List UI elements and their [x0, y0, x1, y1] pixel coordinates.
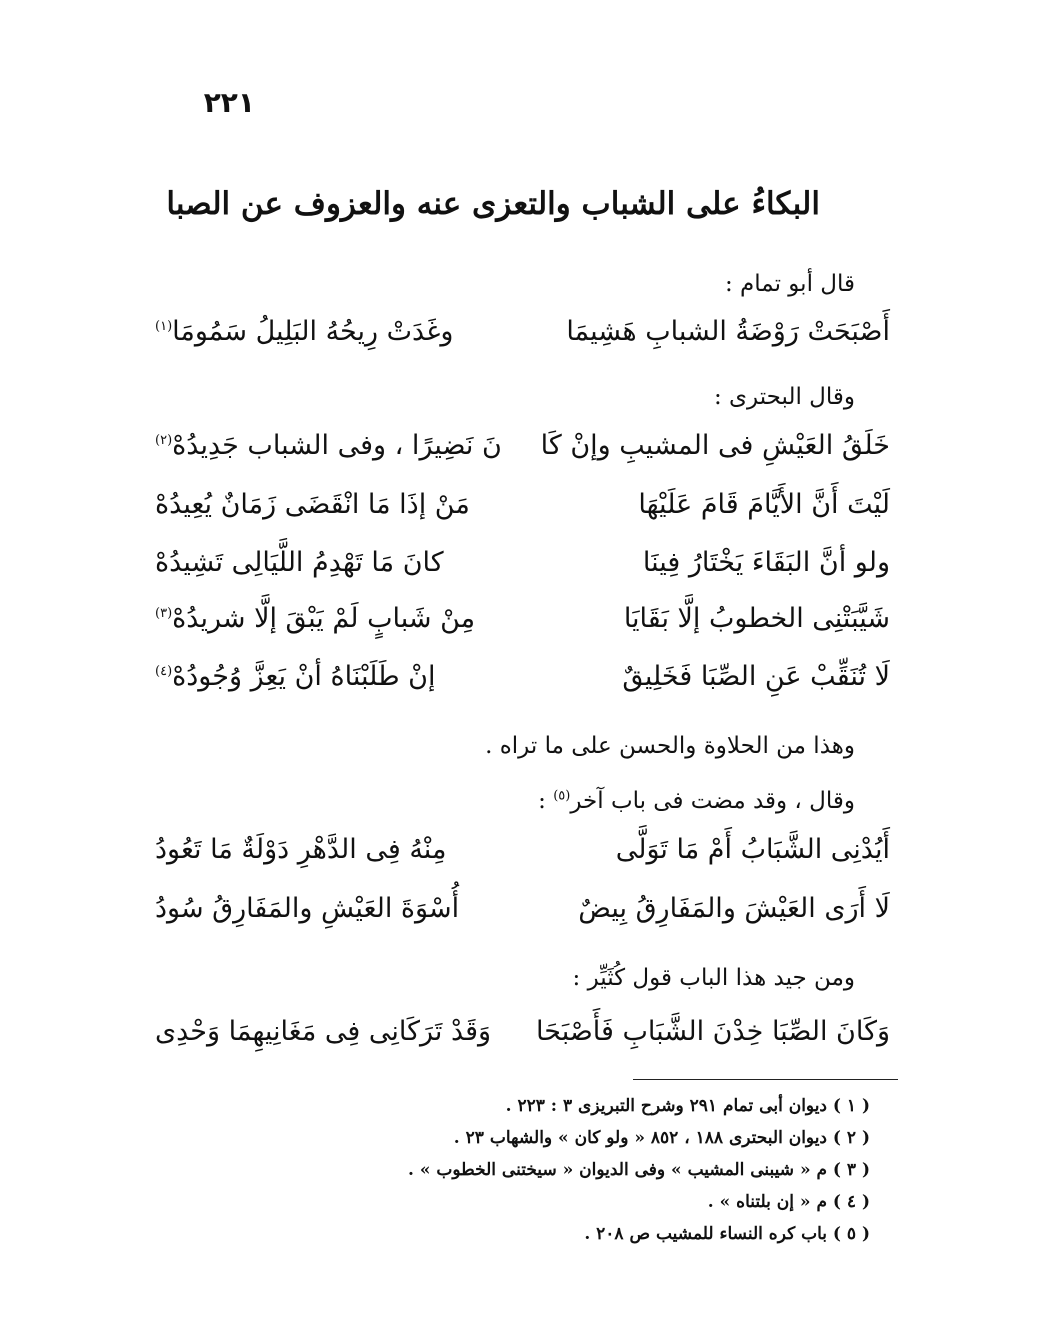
verse-line [155, 430, 890, 474]
verse-line [155, 834, 890, 878]
section-intro [538, 788, 855, 814]
footnote-marker: (٣) [155, 606, 173, 621]
footnote-marker: (٤) [155, 664, 173, 679]
footnote: ( ٤ ) م « إن بلتناه » . [707, 1192, 870, 1212]
footnote: ( ١ ) ديوان أبى تمام ٢٩١ وشرح التبريزى ٣ : ٢٢٣ . [505, 1096, 870, 1116]
verse-first-hemistich: شَيَّبَتْنِى الخطوبُ إلَّا بَقَايَا [623, 603, 890, 634]
footnote: ( ٣ ) م « شيبنى المشيب » وفى الديوان « سيختنى الخطوب » . [408, 1160, 870, 1180]
verse-second-hemistich [155, 603, 475, 634]
verse-line [155, 661, 890, 705]
verse-first-hemistich: لَيْتَ أَنَّ الأَيَّامَ قَامَ عَلَيْهَا [638, 489, 890, 520]
verse-second-hemistich: كانَ مَا تَهْدِمُ اللَّيَالِى تَشِيدُهْ [155, 547, 444, 578]
verse-second-hemistich [155, 316, 453, 347]
commentary-text: وهذا من الحلاوة والحسن على ما تراه . [485, 733, 855, 759]
verse-second-hemistich: مَنْ إذَا مَا انْقَضَى زَمَانٌ يُعِيدُهْ [155, 489, 470, 520]
footnote-marker: (٢) [155, 433, 173, 448]
verse-second-text: مِنْ شَبابٍ لَمْ يَبْقَ إلَّا شريدُهْ [172, 603, 476, 634]
section-intro-text: وقال ، وقد مضت فى باب آخر [570, 788, 855, 814]
verse-first-hemistich: ولو أنَّ البَقَاءَ يَخْتَارُ فِينَا [642, 547, 890, 578]
chapter-title: البكاءُ على الشباب والتعزى عنه والعزوف عن الصبا [166, 186, 820, 222]
verse-second-hemistich [155, 430, 502, 461]
verse-second-hemistich: مِنْهُ فِى الدَّهْرِ دَوْلَةٌ مَا تَعُودُ [155, 834, 447, 865]
verse-second-text: إنْ طَلَبْنَاهُ أنْ يَعِزَّ وُجُودُهْ [172, 661, 436, 692]
section-intro-suffix: : [538, 788, 554, 814]
verse-line [155, 893, 890, 937]
verse-line [155, 547, 890, 591]
section-intro: وقال البحترى : [713, 384, 855, 410]
page-number: ٢٢١ [203, 86, 255, 119]
verse-line [155, 1016, 890, 1060]
section-intro: ومن جيد هذا الباب قول كُثَيِّر : [572, 965, 855, 991]
verse-second-hemistich: وَقَدْ تَرَكَانِى فِى مَغَانِيهِمَا وَحْدِى [155, 1016, 492, 1047]
verse-line [155, 489, 890, 533]
section-intro: قال أبو تمام : [724, 271, 855, 297]
verse-first-hemistich: خَلَقُ العَيْشِ فى المشيبِ وإنْ كَا [540, 430, 890, 461]
footnote-marker: (٥) [553, 788, 571, 804]
verse-first-hemistich: لَا أَرَى العَيْشَ والمَفَارِقُ بِيضٌ [578, 893, 890, 924]
verse-first-hemistich: وَكَانَ الصِّبَا خِدْنَ الشَّبَابِ فَأَصْبَحَا [536, 1016, 890, 1047]
verse-line [155, 316, 890, 360]
verse-second-text: وغَدَتْ رِيحُهُ البَلِيلُ سَمُومَا [172, 316, 454, 347]
verse-line [155, 603, 890, 647]
footnote: ( ٢ ) ديوان البحترى ١٨٨ ، ٨٥٢ « ولو كان » والشهاب ٢٣ . [453, 1128, 870, 1148]
footnote: ( ٥ ) باب كره النساء للمشيب ص ٢٠٨ . [584, 1224, 870, 1244]
footnote-marker: (١) [155, 319, 173, 334]
verse-second-hemistich [155, 661, 436, 692]
verse-first-hemistich: لَا تُنَقِّبْ عَنِ الصِّبَا فَخَلِيقٌ [622, 661, 890, 692]
verse-first-hemistich: أَصْبَحَتْ رَوْضَةُ الشبابِ هَشِيمَا [566, 316, 890, 347]
verse-second-hemistich: أُسْوَةَ العَيْشِ والمَفَارِقُ سُودُ [155, 893, 460, 924]
verse-first-hemistich: أَيُدْنِى الشَّبَابُ أَمْ مَا تَوَلَّى [615, 834, 890, 865]
footnote-separator [633, 1079, 898, 1080]
verse-second-text: نَ نَضِيرًا ، وفى الشباب جَدِيدُهْ [172, 430, 502, 461]
